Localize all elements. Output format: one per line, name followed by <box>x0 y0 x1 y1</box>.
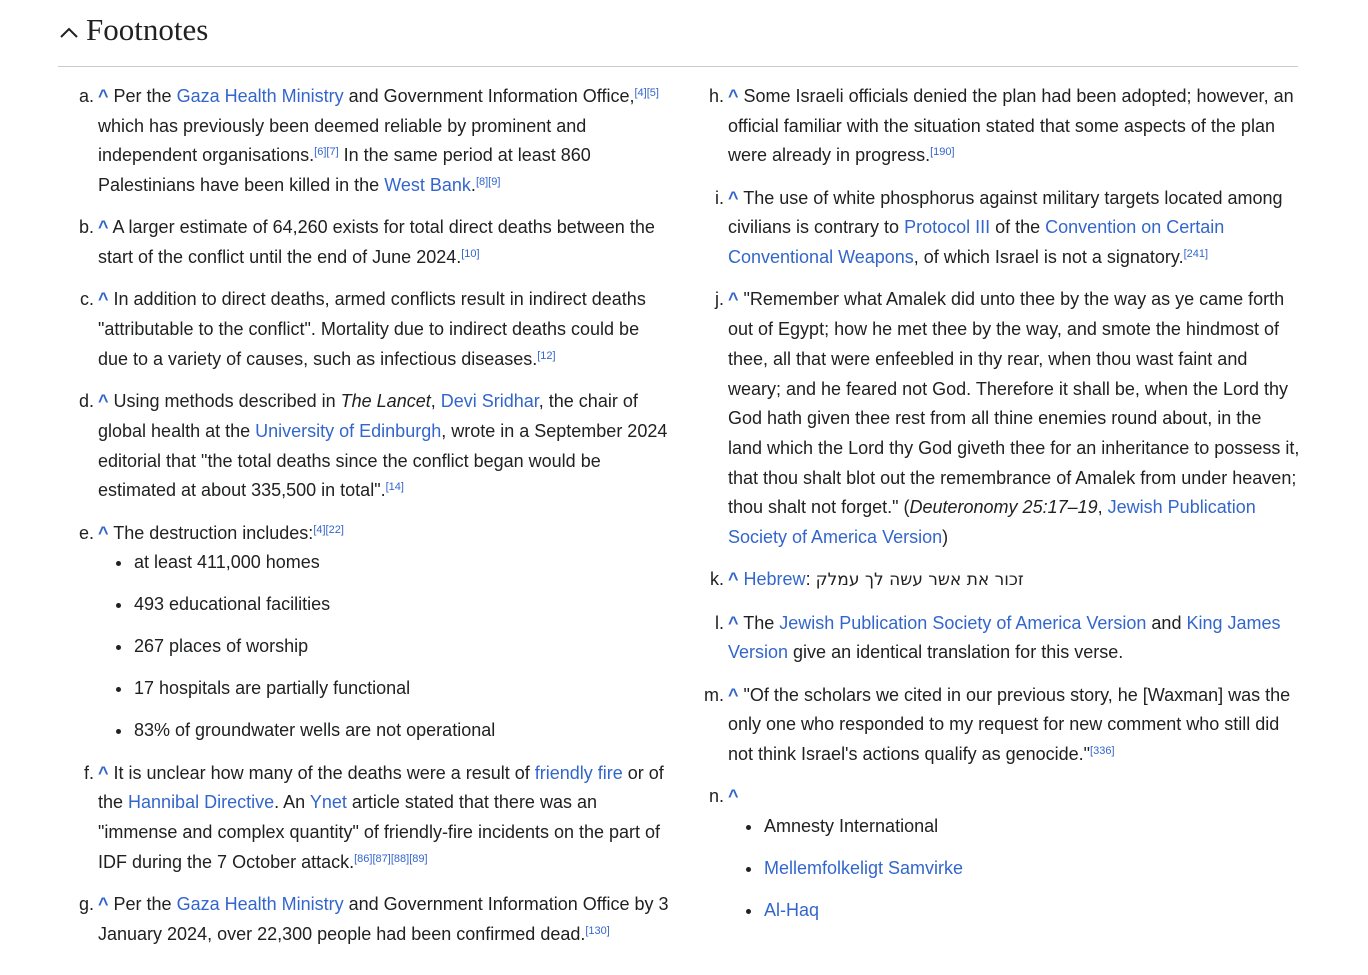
hebrew-text: זכור את אשר עשה לך עמלק <box>815 570 1024 591</box>
link-university-of-edinburgh[interactable]: University of Edinburgh <box>255 420 442 441</box>
backlink-caret[interactable]: ^ <box>98 893 109 914</box>
link-king-james-version[interactable]: King James Version <box>728 612 1281 663</box>
backlink-caret[interactable]: ^ <box>728 786 739 807</box>
footnote-c: c. ^ In addition to direct deaths, armed conflicts result in indirect deaths "attributable to the conflict". Mortality due to indirect deaths could be due to a variety of causes, such as infectious diseases.[12] <box>98 285 672 374</box>
link-gaza-health-ministry[interactable]: Gaza Health Ministry <box>176 86 344 106</box>
footnote-m: m. ^ "Of the scholars we cited in our previous story, he [Waxman] was the only one who responded to my request for new comment who still did not think Israel's actions qualify as genocide."[336] <box>728 681 1300 770</box>
citation-ref[interactable]: [4] <box>634 87 647 99</box>
footnote-label: f. <box>83 762 94 783</box>
backlink-caret[interactable]: ^ <box>98 86 109 106</box>
footnote-label: k. <box>709 569 724 590</box>
chevron-up-icon[interactable] <box>58 22 80 44</box>
citation-ref[interactable]: [336] <box>1090 745 1115 758</box>
destruction-list <box>98 548 672 746</box>
citation-ref[interactable]: [88] <box>390 852 410 865</box>
footnote-label: n. <box>708 786 724 807</box>
link-al-haq[interactable]: Al-Haq <box>764 900 820 921</box>
footnote-h: h. ^ Some Israeli officials denied the plan had been adopted; however, an official familiar with the situation stated that some aspects of the plan were already in progress.[190] <box>728 82 1300 171</box>
footnotes-heading <box>58 8 1298 67</box>
footnote-label: m. <box>704 684 724 705</box>
citation-ref[interactable]: [12] <box>537 349 556 362</box>
backlink-caret[interactable]: ^ <box>98 217 109 238</box>
footnote-label: a. <box>78 86 94 106</box>
citation-ref[interactable]: [8] <box>475 176 489 189</box>
backlink-caret[interactable]: ^ <box>728 684 739 705</box>
list-item: at least 411,000 homes <box>134 548 672 578</box>
footnotes-column-left <box>78 82 672 962</box>
link-mellemfolkeligt-samvirke[interactable]: Mellemfolkeligt Samvirke <box>764 858 964 879</box>
footnote-label: c. <box>79 289 94 310</box>
backlink-caret[interactable]: ^ <box>98 522 109 543</box>
backlink-caret[interactable]: ^ <box>728 187 739 208</box>
link-hebrew[interactable]: Hebrew <box>743 569 806 590</box>
footnote-label: g. <box>78 893 94 914</box>
footnote-g: g. ^ Per the Gaza Health Ministry and Government Information Office by 3 January 2024, over 22,300 people had been confirmed dead.[130] <box>98 890 672 949</box>
backlink-caret[interactable]: ^ <box>98 289 109 310</box>
footnote-label: d. <box>78 391 94 412</box>
footnote-i: i. ^ The use of white phosphorus against military targets located among civilians is contrary to Protocol III of the Convention on Certain Conventional Weapons, of which Israel is not a signatory.[241] <box>728 184 1300 273</box>
link-devi-sridhar[interactable]: Devi Sridhar <box>440 391 539 412</box>
citation-ref[interactable]: [87] <box>372 852 391 865</box>
footnote-f: f. ^ It is unclear how many of the deaths were a result of friendly fire or of the Hannibal Directive. An Ynet article stated that there was an "immense and complex quantity" of friendly-fire incidents on the part of IDF during the 7 October attack.[86][87][88][89] <box>98 759 672 878</box>
citation-ref[interactable]: [9] <box>488 176 501 189</box>
list-item: 493 educational facilities <box>134 590 672 620</box>
footnote-d: d. ^ Using methods described in The Lancet, Devi Sridhar, the chair of global health at the University of Edinburgh, wrote in a September 2024 editorial that "the total deaths since the conflict began would be estimated at about 335,500 in total".[14] <box>98 387 672 506</box>
footnote-label: l. <box>715 612 724 633</box>
section-title: Footnotes <box>86 12 209 47</box>
citation-ref[interactable]: [5] <box>646 87 659 99</box>
citation-ref[interactable]: [86] <box>354 852 373 865</box>
publication-title: The Lancet <box>340 391 431 412</box>
footnote-k: k. ^ Hebrew: זכור את אשר עשה לך עמלק <box>728 565 1300 596</box>
link-gaza-health-ministry[interactable]: Gaza Health Ministry <box>176 893 344 914</box>
citation-ref[interactable]: [22] <box>325 523 344 536</box>
list-item <box>764 854 1300 884</box>
organizations-list <box>728 812 1300 926</box>
citation-ref[interactable]: [7] <box>326 146 339 159</box>
link-hannibal-directive[interactable]: Hannibal Directive <box>128 792 275 813</box>
link-jps-version[interactable]: Jewish Publication Society of America Version <box>779 612 1147 633</box>
link-ccw-convention[interactable]: Convention on Certain Conventional Weapons <box>728 217 1225 268</box>
citation-ref[interactable]: [89] <box>409 852 428 865</box>
citation-ref[interactable]: [10] <box>461 248 480 261</box>
footnotes-column-right <box>704 82 1300 938</box>
backlink-caret[interactable]: ^ <box>728 569 739 590</box>
citation-ref[interactable]: [241] <box>1183 248 1209 261</box>
footnote-label: h. <box>708 86 724 106</box>
link-friendly-fire[interactable]: friendly fire <box>534 762 623 783</box>
link-jps-version[interactable]: Jewish Publication Society of America Version <box>728 497 1256 548</box>
citation-ref[interactable]: [6] <box>314 146 327 159</box>
footnote-b: b. ^ A larger estimate of 64,260 exists for total direct deaths between the start of the conflict until the end of June 2024.[10] <box>98 213 672 272</box>
backlink-caret[interactable]: ^ <box>728 289 739 310</box>
footnote-label: j. <box>715 289 724 310</box>
backlink-caret[interactable]: ^ <box>728 612 739 633</box>
list-item <box>764 896 1300 926</box>
list-item: 83% of groundwater wells are not operational <box>134 716 672 746</box>
footnote-a: a. ^ Per the Gaza Health Ministry and Government Information Office,[4][5] which has previously been deemed reliable by prominent and independent organisations.[6][7] In the same period at least 860 Palestinians have been killed in the West Bank.[8][9] <box>98 82 672 201</box>
list-item: Amnesty International <box>764 812 1300 842</box>
list-item: 267 places of worship <box>134 632 672 662</box>
citation-ref[interactable]: [190] <box>930 146 955 159</box>
footnote-l: l. ^ The Jewish Publication Society of America Version and King James Version give an identical translation for this verse. <box>728 609 1300 668</box>
footnote-j: j. ^ "Remember what Amalek did unto thee by the way as ye came forth out of Egypt; how he met thee by the way, and smote the hindmost of thee, all that were enfeebled in thy rear, when thou wast faint and weary; and he feared not God. Therefore it shall be, when the Lord thy God hath given thee rest from all thine enemies round about, in the land which the Lord thy God giveth thee for an inheritance to possess it, that thou shalt blot out the remembrance of Amalek from under heaven; thou shalt not forget." (Deuteronomy 25:17–19, Jewish Publication Society of America Version) <box>728 285 1300 552</box>
link-west-bank[interactable]: West Bank <box>384 175 471 196</box>
backlink-caret[interactable]: ^ <box>98 391 109 412</box>
scripture-reference: Deuteronomy 25:17–19 <box>909 497 1098 518</box>
backlink-caret[interactable]: ^ <box>98 762 109 783</box>
link-protocol-iii[interactable]: Protocol III <box>904 217 991 238</box>
backlink-caret[interactable]: ^ <box>728 86 739 106</box>
citation-ref[interactable]: [4] <box>313 523 326 536</box>
footnote-label: i. <box>715 187 724 208</box>
citation-ref[interactable]: [14] <box>385 481 404 494</box>
footnote-label: b. <box>78 217 94 238</box>
list-item: 17 hospitals are partially functional <box>134 674 672 704</box>
citation-ref[interactable]: [130] <box>585 924 610 937</box>
footnote-label: e. <box>78 522 94 543</box>
footnote-n <box>708 782 1300 925</box>
link-ynet[interactable]: Ynet <box>309 792 347 813</box>
footnote-e: e. ^ The destruction includes:[4][22] at least 411,000 homes 493 educational facilities 267 places of worship 17 hospitals are partially functional 83% of groundwater wells are not operational <box>98 519 672 746</box>
